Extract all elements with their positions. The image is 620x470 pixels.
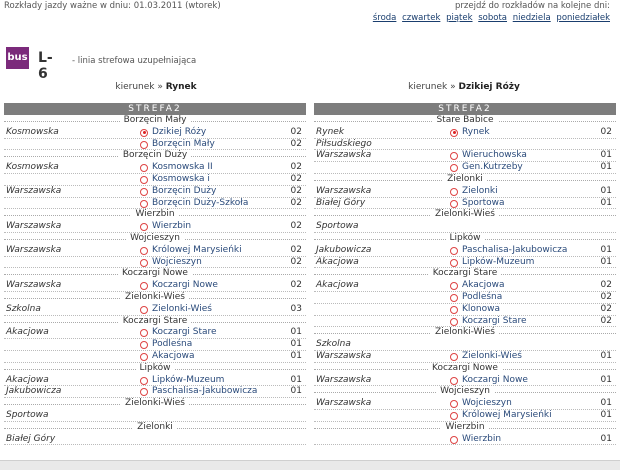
town-name: Zielonki-Wieś <box>431 327 499 337</box>
street-name: Akacjowa <box>6 374 49 385</box>
current-stop-icon <box>450 129 458 137</box>
day-link-thursday[interactable]: czwartek <box>402 13 441 23</box>
day-links <box>370 13 610 23</box>
stop-row[interactable] <box>4 327 306 339</box>
stop-link[interactable]: Borzęcin Mały <box>152 138 215 149</box>
stop-row[interactable] <box>314 375 616 387</box>
stop-circle-icon <box>450 188 458 196</box>
zone-header: STREFA2 <box>314 103 616 115</box>
zone-number: 02 <box>290 256 302 267</box>
town-name: Zielonki-Wieś <box>121 292 189 302</box>
stop-circle-icon <box>140 329 148 337</box>
line-description: - linia strefowa uzupełniająca <box>72 56 197 66</box>
town-header <box>314 386 616 398</box>
street-name: Warszawska <box>6 244 62 255</box>
stop-link[interactable]: Królowej Marysieńki <box>152 244 242 255</box>
street-row <box>4 410 306 422</box>
direction-name: Rynek <box>165 82 197 92</box>
day-link-friday[interactable]: piątek <box>446 13 473 23</box>
stop-row[interactable] <box>314 280 616 292</box>
stop-link[interactable]: Koczargi Stare <box>152 327 217 338</box>
stop-link[interactable]: Paschalisa-Jakubowicza <box>462 244 568 255</box>
town-name: Stare Babice <box>432 115 497 125</box>
street-name: Białej Góry <box>6 433 56 444</box>
window-bottom-bar <box>0 460 620 470</box>
town-name: Lipków <box>446 233 485 243</box>
street-name: Jakubowicza <box>316 244 372 255</box>
town-header <box>4 268 306 280</box>
left-timetable-column <box>4 103 306 445</box>
stop-link[interactable]: Kosmowska II <box>152 162 213 173</box>
street-row <box>4 434 306 446</box>
zone-number: 02 <box>600 280 612 291</box>
zone-number: 01 <box>290 386 302 397</box>
zone-number: 01 <box>600 244 612 255</box>
stop-link[interactable]: Koczargi Nowe <box>152 280 218 291</box>
stop-link[interactable]: Sportowa <box>462 197 505 208</box>
day-link-monday[interactable]: poniedziałek <box>556 13 610 23</box>
zone-number: 02 <box>600 303 612 314</box>
zone-number: 01 <box>600 374 612 385</box>
zone-number: 01 <box>290 350 302 361</box>
stop-row[interactable] <box>4 339 306 351</box>
direction-name: Dzikiej Róży <box>458 82 520 92</box>
stop-row[interactable] <box>314 162 616 174</box>
stop-circle-icon <box>450 282 458 290</box>
street-name: Białej Góry <box>316 197 366 208</box>
switch-label: przejdź do rozkładów na kolejne dni: <box>455 1 610 11</box>
zone-number: 02 <box>290 173 302 184</box>
bus-logo-icon: bus <box>6 47 29 69</box>
town-name: Zielonki <box>443 174 487 184</box>
town-name: Koczargi Stare <box>119 316 192 326</box>
stop-circle-icon <box>140 188 148 196</box>
zone-number: 02 <box>290 185 302 196</box>
zone-number: 01 <box>600 150 612 161</box>
town-name: Wojcieszyn <box>436 386 494 396</box>
stop-link[interactable]: Kosmowska i <box>152 173 210 184</box>
stop-link[interactable]: Koczargi Stare <box>462 315 527 326</box>
day-link-wednesday[interactable]: środa <box>372 13 397 23</box>
stop-link[interactable]: Paschalisa-Jakubowicza <box>152 386 258 397</box>
stop-row[interactable] <box>4 127 306 139</box>
stop-circle-icon <box>450 164 458 172</box>
stop-circle-icon <box>450 318 458 326</box>
town-name: Zielonki <box>133 422 177 432</box>
street-row <box>314 221 616 233</box>
zone-number: 01 <box>600 256 612 267</box>
stop-link[interactable]: Akacjowa <box>152 350 195 361</box>
stop-row[interactable] <box>314 257 616 269</box>
stop-circle-icon <box>450 306 458 314</box>
town-header <box>314 327 616 339</box>
town-header <box>4 363 306 375</box>
street-name: Rynek <box>316 126 345 137</box>
stop-row[interactable] <box>314 398 616 410</box>
town-name: Borzęcin Mały <box>120 115 191 125</box>
stop-circle-icon <box>450 377 458 385</box>
stop-row[interactable] <box>314 304 616 316</box>
line-id: L-6 <box>38 50 53 82</box>
street-name: Akacjowa <box>316 280 359 291</box>
stop-row[interactable] <box>4 304 306 316</box>
zone-number: 02 <box>290 221 302 232</box>
stop-row[interactable] <box>4 198 306 210</box>
stop-circle-icon <box>140 259 148 267</box>
current-stop-icon <box>140 129 148 137</box>
stop-row[interactable] <box>4 221 306 233</box>
stop-circle-icon <box>140 141 148 149</box>
zone-number: 02 <box>290 126 302 137</box>
street-name: Warszawska <box>316 398 372 409</box>
stop-row[interactable] <box>4 186 306 198</box>
zone-number: 02 <box>600 126 612 137</box>
stop-link[interactable]: Wojcieszyn <box>152 256 202 267</box>
day-switcher <box>370 1 610 23</box>
stop-link[interactable]: Podleśna <box>152 339 193 350</box>
stop-circle-icon <box>450 353 458 361</box>
direction-label: kierunek » <box>408 82 456 92</box>
validity-text: Rozkłady jazdy ważne w dniu: 01.03.2011 (wtorek) <box>4 1 221 11</box>
stop-circle-icon <box>450 412 458 420</box>
stop-row[interactable] <box>314 316 616 328</box>
stop-link[interactable]: Lipków-Muzeum <box>462 256 535 267</box>
zone-number: 03 <box>290 303 302 314</box>
street-name: Piłsudskiego <box>316 138 372 149</box>
stop-circle-icon <box>450 200 458 208</box>
zone-number: 01 <box>600 197 612 208</box>
stop-circle-icon <box>450 247 458 255</box>
town-header <box>4 233 306 245</box>
stop-circle-icon <box>140 341 148 349</box>
stop-circle-icon <box>140 388 148 396</box>
town-name: Wierzbin <box>441 422 488 432</box>
stop-link[interactable]: Akacjowa <box>462 280 505 291</box>
town-name: Wojcieszyn <box>126 233 184 243</box>
street-name: Warszawska <box>6 280 62 291</box>
stop-link[interactable]: Zielonki <box>462 185 498 196</box>
zone-number: 02 <box>290 162 302 173</box>
stop-circle-icon <box>140 176 148 184</box>
right-direction <box>314 82 614 92</box>
stop-row[interactable] <box>4 375 306 387</box>
stop-circle-icon <box>450 294 458 302</box>
town-name: Koczargi Nowe <box>428 363 502 373</box>
street-name: Sportowa <box>6 409 49 420</box>
zone-number: 02 <box>600 291 612 302</box>
street-name: Warszawska <box>316 374 372 385</box>
stop-row[interactable] <box>4 139 306 151</box>
zone-number: 01 <box>600 409 612 420</box>
stop-row[interactable] <box>4 280 306 292</box>
town-header <box>4 115 306 127</box>
direction-label: kierunek » <box>115 82 163 92</box>
zone-number: 01 <box>290 327 302 338</box>
stop-circle-icon <box>140 164 148 172</box>
top-bar <box>0 0 620 24</box>
street-name: Sportowa <box>316 221 359 232</box>
zone-number: 02 <box>290 244 302 255</box>
town-header <box>314 233 616 245</box>
town-name: Zielonki-Wieś <box>431 209 499 219</box>
town-header <box>314 422 616 434</box>
town-header <box>4 422 306 434</box>
zone-number: 02 <box>290 197 302 208</box>
stop-row[interactable] <box>4 162 306 174</box>
zone-number: 02 <box>290 138 302 149</box>
zone-number: 02 <box>600 315 612 326</box>
zone-number: 01 <box>290 374 302 385</box>
stop-link[interactable]: Wierzbin <box>152 221 192 232</box>
street-name: Warszawska <box>316 350 372 361</box>
street-name: Warszawska <box>316 150 372 161</box>
right-timetable-column <box>314 103 616 445</box>
town-name: Wierzbin <box>131 209 178 219</box>
town-header <box>314 209 616 221</box>
town-header <box>4 292 306 304</box>
stop-link[interactable]: Wierzbin <box>462 433 502 444</box>
stop-link[interactable]: Rynek <box>462 126 490 137</box>
stop-link[interactable]: Królowej Marysieńki <box>462 409 552 420</box>
zone-number: 01 <box>600 350 612 361</box>
street-name: Szkolna <box>6 303 41 314</box>
town-name: Koczargi Stare <box>429 268 502 278</box>
stop-link[interactable]: Podleśna <box>462 291 503 302</box>
left-direction <box>6 82 306 92</box>
town-header <box>4 398 306 410</box>
stop-link[interactable]: Borzęcin Duży <box>152 185 217 196</box>
stop-link[interactable]: Gen.Kutrzeby <box>462 162 523 173</box>
stop-circle-icon <box>450 259 458 267</box>
town-name: Zielonki-Wieś <box>121 398 189 408</box>
day-link-saturday[interactable]: sobota <box>478 13 508 23</box>
stop-row[interactable] <box>314 410 616 422</box>
stop-row[interactable] <box>4 245 306 257</box>
stop-link[interactable]: Zielonki-Wieś <box>152 303 212 314</box>
stop-circle-icon <box>140 306 148 314</box>
zone-number: 01 <box>600 433 612 444</box>
town-name: Borzęcin Duży <box>119 150 191 160</box>
stop-circle-icon <box>140 200 148 208</box>
left-stop-list <box>4 115 306 445</box>
street-name: Jakubowicza <box>6 386 62 397</box>
stop-circle-icon <box>450 400 458 408</box>
street-name: Akacjowa <box>6 327 49 338</box>
stop-link[interactable]: Lipków-Muzeum <box>152 374 225 385</box>
stop-row[interactable] <box>314 292 616 304</box>
town-header <box>314 115 616 127</box>
town-name: Koczargi Nowe <box>118 268 192 278</box>
street-name: Kosmowska <box>6 162 59 173</box>
stop-row[interactable] <box>4 174 306 186</box>
town-header <box>314 268 616 280</box>
stop-circle-icon <box>450 152 458 160</box>
stop-row[interactable] <box>314 127 616 139</box>
stop-link[interactable]: Koczargi Nowe <box>462 374 528 385</box>
stop-row[interactable] <box>314 434 616 446</box>
town-header <box>314 174 616 186</box>
stop-row[interactable] <box>314 186 616 198</box>
stop-link[interactable]: Klonowa <box>462 303 500 314</box>
stop-row[interactable] <box>314 245 616 257</box>
street-name: Warszawska <box>316 185 372 196</box>
stop-link[interactable]: Borzęcin Duży-Szkoła <box>152 197 249 208</box>
town-header <box>4 150 306 162</box>
zone-number: 01 <box>600 162 612 173</box>
zone-header: STREFA2 <box>4 103 306 115</box>
stop-link[interactable]: Wieruchowska <box>462 150 527 161</box>
stop-link[interactable]: Wojcieszyn <box>462 398 512 409</box>
day-link-sunday[interactable]: niedziela <box>512 13 551 23</box>
street-name: Szkolna <box>316 339 351 350</box>
zone-number: 01 <box>600 398 612 409</box>
stop-row[interactable] <box>314 150 616 162</box>
town-name: Lipków <box>136 363 175 373</box>
street-row <box>314 139 616 151</box>
stop-row[interactable] <box>314 351 616 363</box>
stop-link[interactable]: Dzikiej Róży <box>152 126 207 137</box>
street-row <box>314 339 616 351</box>
stop-circle-icon <box>450 436 458 444</box>
zone-number: 01 <box>290 339 302 350</box>
stop-row[interactable] <box>314 198 616 210</box>
zone-number: 02 <box>290 280 302 291</box>
zone-number: 01 <box>600 185 612 196</box>
stop-row[interactable] <box>4 257 306 269</box>
town-header <box>314 363 616 375</box>
stop-link[interactable]: Zielonki-Wieś <box>462 350 522 361</box>
town-header <box>4 209 306 221</box>
street-name: Warszawska <box>6 221 62 232</box>
stop-row[interactable] <box>4 351 306 363</box>
street-name: Warszawska <box>6 185 62 196</box>
stop-circle-icon <box>140 353 148 361</box>
stop-circle-icon <box>140 223 148 231</box>
stop-circle-icon <box>140 247 148 255</box>
town-header <box>4 316 306 328</box>
right-stop-list <box>314 115 616 445</box>
stop-circle-icon <box>140 282 148 290</box>
street-name: Kosmowska <box>6 126 59 137</box>
street-name: Akacjowa <box>316 256 359 267</box>
stop-circle-icon <box>140 377 148 385</box>
stop-row[interactable] <box>4 386 306 398</box>
